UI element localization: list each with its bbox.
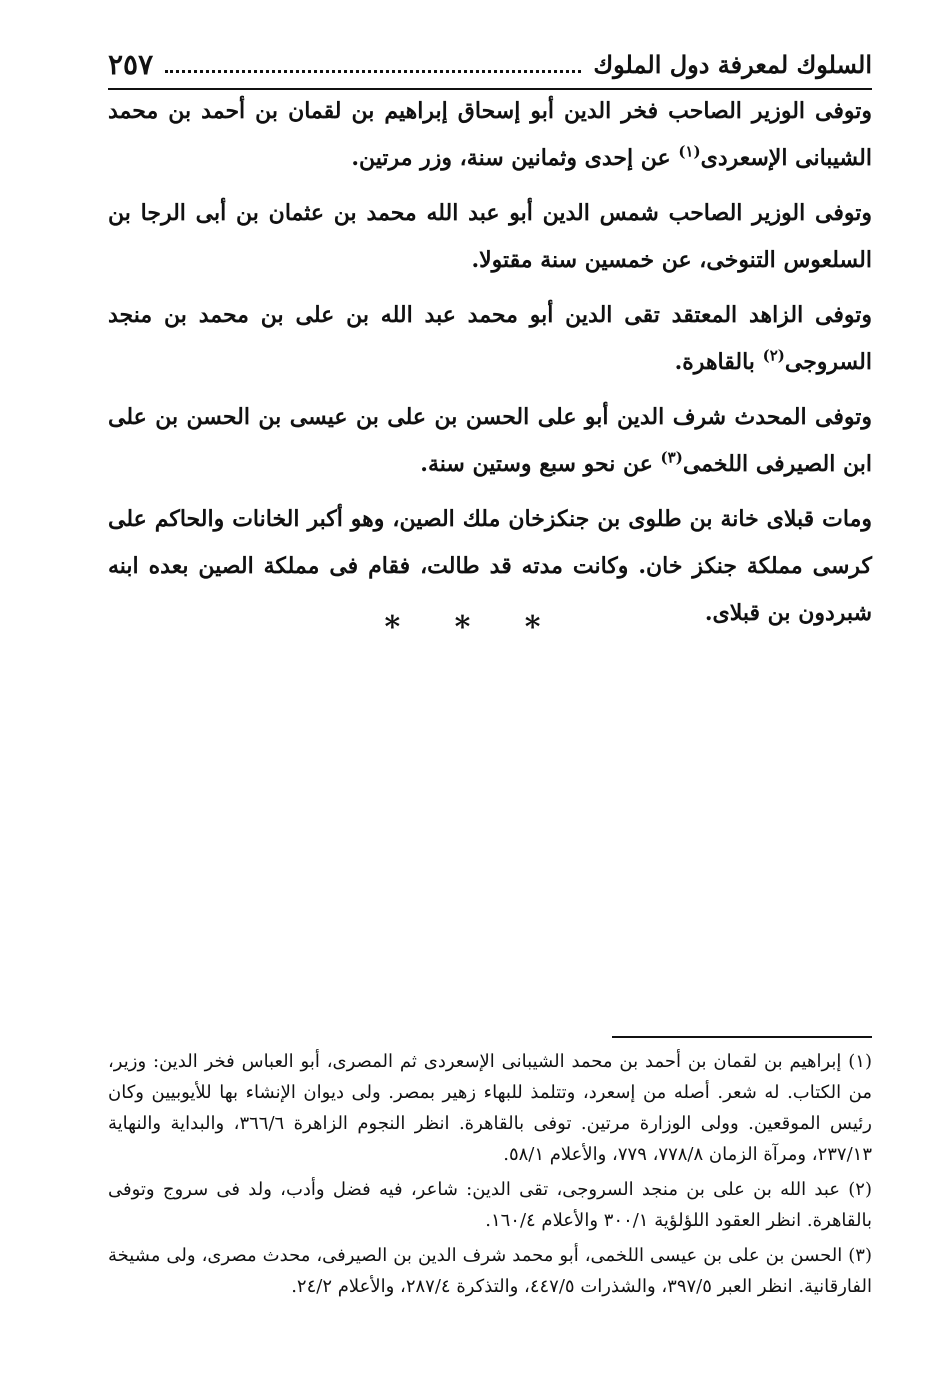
paragraph — [108, 190, 872, 284]
paragraph-text-tail: عن إحدى وثمانين سنة، وزر مرتين. — [351, 145, 679, 171]
footnotes — [108, 1046, 872, 1306]
paragraph-text: وتوفى الزاهد المعتقد تقى الدين أبو محمد عبد الله بن على بن محمد بن منجد السروجى — [108, 302, 872, 375]
paragraph-text: وتوفى المحدث شرف الدين أبو على الحسن بن على بن عيسى بن الحسن بن على ابن الصيرفى اللخمى — [108, 404, 872, 477]
paragraph — [108, 394, 872, 488]
leader-dots — [165, 70, 581, 73]
paragraph-text-tail: عن نحو سبع وستين سنة. — [420, 451, 661, 477]
paragraph-text: وتوفى الوزير الصاحب شمس الدين أبو عبد الله محمد بن عثمان بن أبى الرجا بن السلعوس التنوخى، عن خمسين سنة مقتولا. — [108, 200, 872, 273]
footnote-divider — [612, 1036, 872, 1038]
footnote: (٢) عبد الله بن على بن منجد السروجى، تقى الدين: شاعر، فيه فضل وأدب، ولد فى سروج وتوفى بالقاهرة. انظر العقود اللؤلؤية ٣٠٠/١ والأعلام ١٦٠/٤. — [108, 1179, 872, 1231]
running-title: السلوك لمعرفة دول الملوك — [593, 49, 872, 79]
footnote-marker: (١) — [678, 142, 701, 161]
paragraph — [108, 88, 872, 182]
section-ornament: * * * — [384, 610, 563, 645]
footnote: (٣) الحسن بن على بن عيسى اللخمى، أبو محمد شرف الدين بن الصيرفى، محدث مصرى، ولى مشيخة الفارقانية. انظر العبر ٣٩٧/٥، والشذرات ٤٤٧/٥، والتذكرة ٢٨٧/٤، والأعلام ٢٤/٢. — [108, 1245, 872, 1297]
footnote-marker: (٢) — [762, 346, 785, 365]
paragraph — [108, 292, 872, 386]
page-number: ٢٥٧ — [108, 47, 154, 81]
footnote-marker: (٣) — [660, 448, 683, 467]
running-header — [108, 40, 872, 90]
paragraph-text: ومات قبلاى خانة بن طلوى بن جنكزخان ملك الصين، وهو أكبر الخانات والحاكم على كرسى مملكة جنكز خان. وكانت مدته قد طالت، فقام فى مملكة الصين بعده ابنه شبردون بن قبلاى. — [108, 506, 872, 626]
paragraph-text-tail: بالقاهرة. — [674, 349, 763, 375]
footnote: (١) إبراهيم بن لقمان بن أحمد بن محمد الشيبانى الإسعردى ثم المصرى، أبو العباس فخر الدين: وزير، من الكتاب. له شعر. أصله من إسعرد، وتتلمذ للبهاء زهير بمصر. ولى ديوان الإنشاء بها للأيوبيين وكان رئيس الموقعين. وولى الوزارة مرتين. توفى بالقاهرة. انظر النجوم الزاهرة ٣٦٦/٦، والبداية والنهاية ٢٣٧/١٣، ومرآة الزمان ٧٧٨/٨، ٧٧٩، والأعلام ٥٨/١. — [108, 1051, 872, 1165]
paragraph-text: وتوفى الوزير الصاحب فخر الدين أبو إسحاق إبراهيم بن لقمان بن أحمد بن محمد الشيبانى الإسعردى — [108, 98, 872, 171]
main-text — [108, 88, 872, 645]
